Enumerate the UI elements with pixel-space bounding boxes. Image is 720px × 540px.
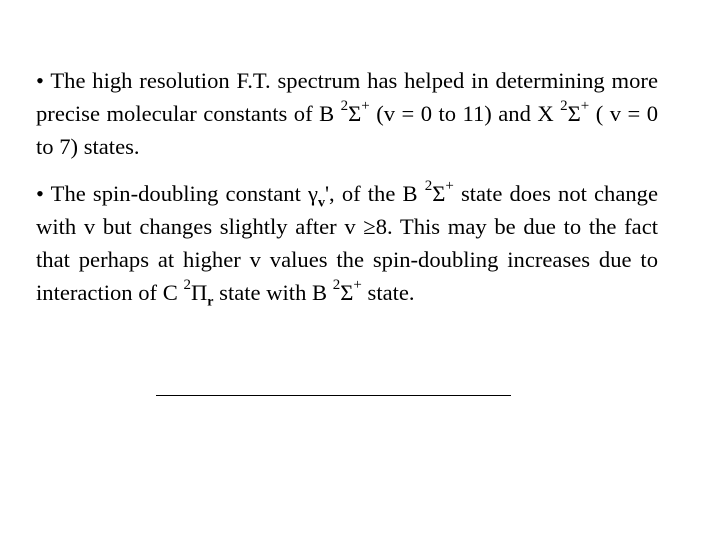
text-run: (v = 0 to 11) and X [369, 101, 561, 126]
text-run: Σ [432, 181, 446, 206]
text-run: Σ [348, 101, 362, 126]
text-run: The high resolution F.T. spectrum has helped in determining more precise molecular constants of B [36, 68, 658, 126]
bullet-marker: • [36, 68, 44, 93]
text-run: state does not change with v but changes slightly after v ≥8. This may be due to the fact that perhaps at higher v values the spin-doubling increases due to interaction of C [36, 181, 659, 305]
text-run: ( v = 0 to 7) states. [36, 101, 658, 159]
superscript: + [445, 178, 454, 195]
text-run: Σ [340, 280, 354, 305]
superscript: 2 [560, 98, 568, 115]
superscript: 2 [183, 277, 191, 294]
superscript: + [361, 98, 370, 115]
superscript: + [353, 277, 362, 294]
bullet-paragraph-1 [36, 64, 658, 163]
bullet-marker: • [36, 181, 44, 206]
text-run: state with B [213, 280, 333, 305]
text-run: state. [361, 280, 415, 305]
subscript: v [317, 195, 325, 211]
text-run: ', of the B [324, 181, 425, 206]
subscript: r [207, 294, 214, 310]
horizontal-divider [156, 395, 511, 396]
text-run: Σ [567, 101, 581, 126]
superscript: + [580, 98, 590, 115]
text-run: The spin-doubling constant γ [50, 181, 318, 206]
text-run: Π [190, 280, 208, 305]
bullet-paragraph-2 [36, 177, 658, 309]
superscript: 2 [340, 98, 349, 115]
superscript: 2 [332, 277, 341, 294]
slide-body [36, 64, 658, 323]
superscript: 2 [424, 178, 433, 195]
